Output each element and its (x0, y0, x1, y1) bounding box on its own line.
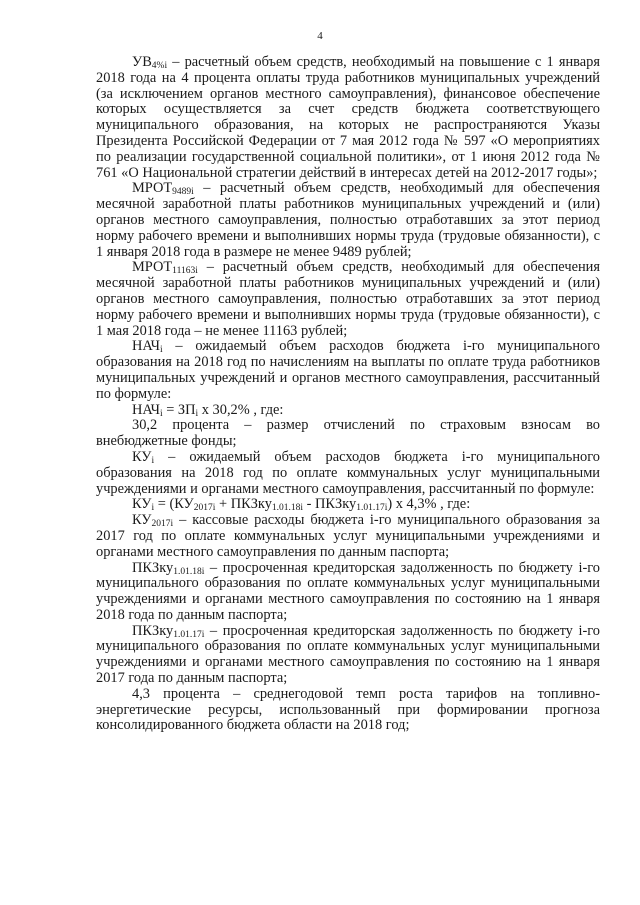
formula-part: + ПКЗку (215, 496, 272, 513)
paragraph-text: – просроченная кредиторская задолженность по бюджету i-го муниципального образования по оплате коммунальных услуг муниципальными учреждениями и органами местного самоуправления по состоянию на 1 января 2018 года по данным паспорта; (96, 559, 600, 623)
page-number: 4 (317, 30, 323, 42)
formula-part: = ЗП (162, 401, 196, 418)
paragraph-text: – ожидаемый объем расходов бюджета i-го муниципального образования на 2018 год по начислениям на выплаты по оплате труда работников муниципальных учреждений и органов местного самоуправления, рассчитанный по формуле: (96, 338, 600, 402)
formula-nach (96, 403, 600, 419)
paragraph-text: – расчетный объем средств, необходимый для обеспечения месячной заработной платы работников муниципальных учреждений и (или) органов местного самоуправления, полностью отработавших за этот период норму рабочего времени и выполнивших нормы труда (трудовые обязанности), с 1 января 2018 года в размере не менее 9489 рублей; (96, 180, 600, 260)
symbol: КУ (132, 448, 152, 465)
formula-subscript: i (159, 408, 163, 419)
symbol: ПКЗку (132, 622, 174, 639)
paragraph-ku-2017 (96, 513, 600, 560)
formula-part: х 30,2% , где: (198, 401, 284, 418)
symbol-subscript: 11163i (172, 266, 198, 277)
formula-part: - ПКЗку (303, 496, 357, 513)
symbol: МРОТ (132, 259, 173, 276)
formula-part: НАЧ (132, 401, 160, 418)
paragraph-text: – ожидаемый объем расходов бюджета i-го муниципального образования на 2018 год по оплате коммунальных услуг муниципальными учреждениями и органами местного самоуправления, рассчитанный по формуле: (96, 448, 600, 497)
symbol-subscript: 1.01.17i (173, 629, 205, 640)
formula-part: КУ (132, 496, 152, 513)
symbol: КУ (132, 512, 152, 529)
symbol-subscript: 9489i (172, 187, 194, 198)
formula-subscript: 2017i (193, 503, 216, 514)
symbol: УВ (132, 54, 152, 70)
paragraph-text: – расчетный объем средств, необходимый на повышение с 1 января 2018 года на 4 процента оплаты труда работников муниципальных учреждений (за исключением органов местного самоуправления), финансовое обеспечение которых осуществляется за счет средств бюджета соответствующего муниципального образования, на которых не распространяются Указы Президента Российской Федерации от 7 мая 2012 года № 597 «О мероприятиях по реализации государственной социальной политики», от 1 июня 2012 года № 761 «О Национальной стратегии действий в интересах детей на 2012-2017 годы»; (96, 54, 600, 181)
paragraph-tariff-growth: 4,3 процента – среднегодовой темп роста тарифов на топливно-энергетические ресурсы, использованный при формировании прогноза консолидированного бюджета области на 2018 год; (96, 685, 600, 734)
document-body (96, 55, 600, 734)
symbol-subscript: i (159, 345, 163, 356)
paragraph-mrot-9489 (96, 181, 600, 260)
symbol: МРОТ (132, 180, 173, 197)
paragraph-mrot-11163 (96, 260, 600, 339)
formula-subscript: i (195, 408, 199, 419)
paragraph-text: – кассовые расходы бюджета i-го муниципального образования за 2017 год по оплате коммунальных услуг муниципальными учреждениями и органами местного самоуправления по данным паспорта; (96, 512, 600, 560)
paragraph-text: – расчетный объем средств, необходимый для обеспечения месячной заработной платы работников муниципальных учреждений и (или) органов местного самоуправления, полностью отработавших за этот период норму рабочего времени и выполнивших нормы труда (трудовые обязанности), с 1 мая 2018 года – не менее 11163 рублей; (96, 259, 600, 339)
paragraph-ku (96, 450, 600, 497)
formula-part: ) х 4,3% , где: (387, 496, 471, 513)
symbol: ПКЗку (132, 559, 174, 576)
formula-ku (96, 497, 600, 513)
formula-subscript: 1.01.18i (271, 503, 304, 514)
formula-subscript: 1.01.17i (356, 503, 388, 514)
paragraph-insurance-rate: 30,2 процента – размер отчислений по страховым взносам во внебюджетные фонды; (96, 417, 600, 450)
paragraph-nach (96, 339, 600, 402)
symbol-subscript: i (151, 455, 155, 466)
formula-subscript: i (151, 503, 155, 514)
paragraph-pkz-2017 (96, 624, 600, 687)
paragraph-pkz-2018 (96, 561, 600, 624)
symbol-subscript: 2017i (151, 519, 174, 530)
symbol: НАЧ (132, 338, 160, 355)
symbol-subscript: 4%i (151, 61, 168, 71)
paragraph-uv (96, 55, 600, 181)
paragraph-text: – просроченная кредиторская задолженность по бюджету i-го муниципального образования по оплате коммунальных услуг муниципальными учреждениями и органами местного самоуправления по состоянию на 1 января 2017 года по данным паспорта; (96, 622, 600, 687)
formula-part: = (КУ (154, 496, 194, 513)
symbol-subscript: 1.01.18i (173, 566, 205, 577)
